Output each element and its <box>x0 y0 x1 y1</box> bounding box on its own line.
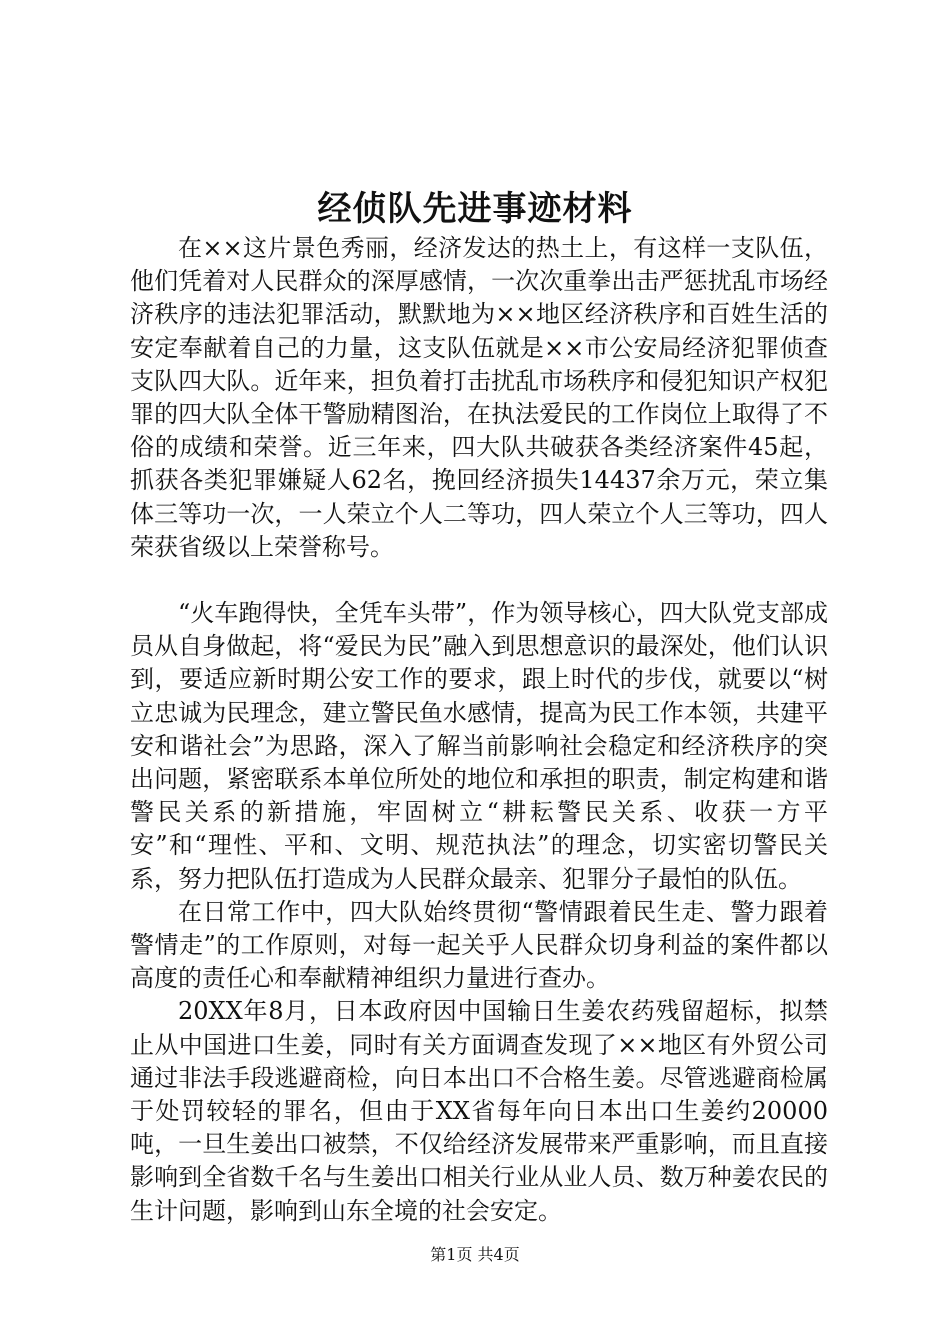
page-number: 第1页 共4页 <box>430 1245 520 1264</box>
paragraph-ginger-case: 20XX年8月，日本政府因中国输日生姜农药残留超标，拟禁止从中国进口生姜，同时有关方面调查发现了××地区有外贸公司通过非法手段逃避商检，向日本出口不合格生姜。尽管逃避商检属于处罚较轻的罪名，但由于XX省每年向日本出口生姜约20000吨，一旦生姜出口被禁，不仅给经济发展带来严重影响，而且直接影响到全省数千名与生姜出口相关行业从业人员、数万种姜农民的生计问题，影响到山东全境的社会安定。 <box>130 997 828 1225</box>
paragraph-intro: 在××这片景色秀丽，经济发达的热土上，有这样一支队伍，他们凭着对人民群众的深厚感情，一次次重拳出击严惩扰乱市场经济秩序的违法犯罪活动，默默地为××地区经济秩序和百姓生活的安定奉献着自己的力量，这支队伍就是××市公安局经济犯罪侦查支队四大队。近年来，担负着打击扰乱市场秩序和侵犯知识产权犯罪的四大队全体干警励精图治，在执法爱民的工作岗位上取得了不俗的成绩和荣誉。近三年来，四大队共破获各类经济案件45起，抓获各类犯罪嫌疑人62名，挽回经济损失14437余万元，荣立集体三等功一次，一人荣立个人二等功，四人荣立个人三等功，四人荣获省级以上荣誉称号。 <box>130 234 828 561</box>
paragraph-leadership: “火车跑得快，全凭车头带”，作为领导核心，四大队党支部成员从自身做起，将“爱民为民”融入到思想意识的最深处，他们认识到，要适应新时期公安工作的要求，跟上时代的步伐，就要以“树立忠诚为民理念，建立警民鱼水感情，提高为民工作本领，共建平安和谐社会”为思路，深入了解当前影响社会稳定和经济秩序的突出问题，紧密联系本单位所处的地位和承担的职责，制定构建和谐警民关系的新措施，牢固树立“耕耘警民关系、收获一方平安”和“理性、平和、文明、规范执法”的理念，切实密切警民关系，努力把队伍打造成为人民群众最亲、犯罪分子最怕的队伍。 <box>130 599 828 893</box>
document-body <box>130 232 828 1228</box>
paragraph-spacer <box>130 564 828 597</box>
paragraph-daily-work: 在日常工作中，四大队始终贯彻“警情跟着民生走、警力跟着警情走”的工作原则，对每一起关乎人民群众切身利益的案件都以高度的责任心和奉献精神组织力量进行查办。 <box>130 897 828 993</box>
document-title: 经侦队先进事迹材料 <box>317 189 633 229</box>
